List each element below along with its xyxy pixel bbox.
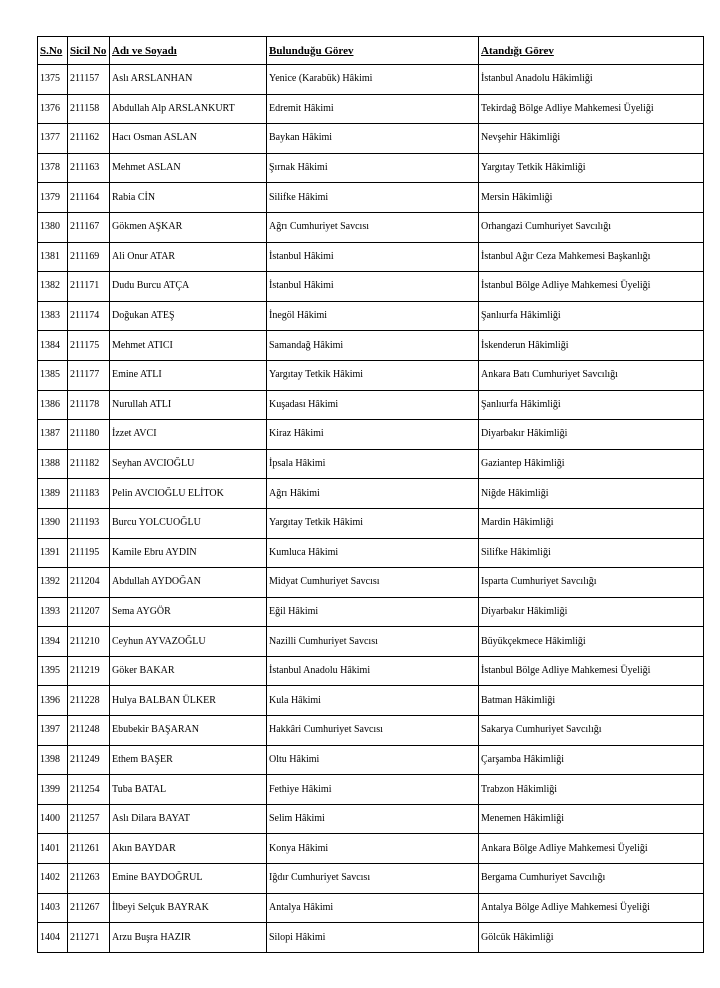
cell-sicil-no: 211182 [68,449,110,479]
cell-sno: 1395 [38,656,68,686]
cell-name: Doğukan ATEŞ [110,301,267,331]
cell-name: Ceyhun AYVAZOĞLU [110,627,267,657]
cell-sicil-no: 211204 [68,568,110,598]
cell-current-post: Şırnak Hâkimi [267,153,479,183]
cell-name: Rabia CİN [110,183,267,213]
cell-current-post: Antalya Hâkimi [267,893,479,923]
table-row [38,272,704,302]
column-header-sicil-no: Sicil No [68,37,110,65]
table-row [38,65,704,95]
cell-sno: 1398 [38,745,68,775]
cell-sno: 1385 [38,360,68,390]
cell-assigned-post: Diyarbakır Hâkimliği [479,597,704,627]
appointment-table [37,36,704,953]
cell-name: İlbeyi Selçuk BAYRAK [110,893,267,923]
cell-current-post: İstanbul Hâkimi [267,242,479,272]
cell-name: Ebubekir BAŞARAN [110,716,267,746]
cell-sno: 1390 [38,508,68,538]
cell-sicil-no: 211178 [68,390,110,420]
cell-sicil-no: 211162 [68,124,110,154]
cell-assigned-post: Ankara Batı Cumhuriyet Savcılığı [479,360,704,390]
cell-assigned-post: Trabzon Hâkimliği [479,775,704,805]
cell-sno: 1391 [38,538,68,568]
cell-name: İzzet AVCI [110,420,267,450]
cell-current-post: Hakkâri Cumhuriyet Savcısı [267,716,479,746]
table-row [38,183,704,213]
cell-assigned-post: İskenderun Hâkimliği [479,331,704,361]
cell-assigned-post: Sakarya Cumhuriyet Savcılığı [479,716,704,746]
cell-sno: 1382 [38,272,68,302]
table-row [38,656,704,686]
cell-assigned-post: Ankara Bölge Adliye Mahkemesi Üyeliği [479,834,704,864]
cell-sicil-no: 211261 [68,834,110,864]
table-row [38,834,704,864]
cell-assigned-post: Gölcük Hâkimliği [479,923,704,953]
cell-assigned-post: İstanbul Bölge Adliye Mahkemesi Üyeliği [479,272,704,302]
cell-sicil-no: 211177 [68,360,110,390]
cell-current-post: Yargıtay Tetkik Hâkimi [267,508,479,538]
table-row [38,804,704,834]
table-row [38,716,704,746]
cell-assigned-post: Çarşamba Hâkimliği [479,745,704,775]
cell-sno: 1403 [38,893,68,923]
cell-assigned-post: Mardin Hâkimliği [479,508,704,538]
cell-sno: 1394 [38,627,68,657]
cell-current-post: Ağrı Cumhuriyet Savcısı [267,212,479,242]
cell-current-post: İstanbul Hâkimi [267,272,479,302]
cell-sicil-no: 211210 [68,627,110,657]
cell-current-post: Ağrı Hâkimi [267,479,479,509]
cell-sno: 1404 [38,923,68,953]
table-row [38,923,704,953]
cell-assigned-post: Niğde Hâkimliği [479,479,704,509]
cell-current-post: İpsala Hâkimi [267,449,479,479]
cell-name: Gökmen AŞKAR [110,212,267,242]
cell-sicil-no: 211180 [68,420,110,450]
cell-assigned-post: Menemen Hâkimliği [479,804,704,834]
cell-name: Dudu Burcu ATÇA [110,272,267,302]
cell-sicil-no: 211158 [68,94,110,124]
cell-assigned-post: İstanbul Bölge Adliye Mahkemesi Üyeliği [479,656,704,686]
table-row [38,153,704,183]
table-body [38,65,704,953]
cell-current-post: Yargıtay Tetkik Hâkimi [267,360,479,390]
cell-name: Pelin AVCIOĞLU ELİTOK [110,479,267,509]
cell-name: Hulya BALBAN ÜLKER [110,686,267,716]
cell-assigned-post: Büyükçekmece Hâkimliği [479,627,704,657]
cell-sicil-no: 211267 [68,893,110,923]
cell-name: Ali Onur ATAR [110,242,267,272]
cell-name: Hacı Osman ASLAN [110,124,267,154]
cell-sno: 1380 [38,212,68,242]
table-row [38,301,704,331]
cell-sno: 1381 [38,242,68,272]
cell-sicil-no: 211174 [68,301,110,331]
table-row [38,449,704,479]
column-header-assigned-post: Atandığı Görev [479,37,704,65]
cell-sicil-no: 211219 [68,656,110,686]
cell-sicil-no: 211164 [68,183,110,213]
cell-name: Tuba BATAL [110,775,267,805]
cell-assigned-post: Şanlıurfa Hâkimliği [479,390,704,420]
cell-sno: 1376 [38,94,68,124]
cell-assigned-post: Isparta Cumhuriyet Savcılığı [479,568,704,598]
cell-sno: 1379 [38,183,68,213]
cell-assigned-post: Silifke Hâkimliği [479,538,704,568]
cell-name: Aslı ARSLANHAN [110,65,267,95]
table-row [38,568,704,598]
cell-assigned-post: Gaziantep Hâkimliği [479,449,704,479]
cell-sno: 1377 [38,124,68,154]
cell-name: Abdullah Alp ARSLANKURT [110,94,267,124]
cell-sno: 1392 [38,568,68,598]
table-row [38,390,704,420]
cell-current-post: Selim Hâkimi [267,804,479,834]
cell-sicil-no: 211193 [68,508,110,538]
cell-name: Abdullah AYDOĞAN [110,568,267,598]
cell-current-post: İstanbul Anadolu Hâkimi [267,656,479,686]
table-row [38,360,704,390]
cell-name: Sema AYGÖR [110,597,267,627]
cell-name: Ethem BAŞER [110,745,267,775]
table-header [38,37,704,65]
cell-sno: 1386 [38,390,68,420]
cell-sno: 1388 [38,449,68,479]
cell-sno: 1396 [38,686,68,716]
cell-sicil-no: 211183 [68,479,110,509]
cell-name: Nurullah ATLI [110,390,267,420]
cell-assigned-post: Nevşehir Hâkimliği [479,124,704,154]
cell-current-post: Silopi Hâkimi [267,923,479,953]
header-row [38,37,704,65]
cell-sicil-no: 211228 [68,686,110,716]
cell-assigned-post: Bergama Cumhuriyet Savcılığı [479,864,704,894]
table-row [38,94,704,124]
cell-sicil-no: 211249 [68,745,110,775]
cell-current-post: Baykan Hâkimi [267,124,479,154]
cell-sno: 1402 [38,864,68,894]
table-row [38,597,704,627]
cell-assigned-post: Yargıtay Tetkik Hâkimliği [479,153,704,183]
table-row [38,479,704,509]
column-header-current-post: Bulunduğu Görev [267,37,479,65]
cell-name: Emine BAYDOĞRUL [110,864,267,894]
table-row [38,627,704,657]
cell-sicil-no: 211207 [68,597,110,627]
table-row [38,775,704,805]
column-header-name: Adı ve Soyadı [110,37,267,65]
cell-current-post: Kumluca Hâkimi [267,538,479,568]
cell-sno: 1397 [38,716,68,746]
cell-name: Göker BAKAR [110,656,267,686]
table-row [38,212,704,242]
cell-sicil-no: 211171 [68,272,110,302]
table-row [38,508,704,538]
cell-sno: 1383 [38,301,68,331]
column-header-sno: S.No [38,37,68,65]
cell-assigned-post: İstanbul Ağır Ceza Mahkemesi Başkanlığı [479,242,704,272]
cell-current-post: Konya Hâkimi [267,834,479,864]
appointment-list-page [37,36,703,953]
cell-sicil-no: 211271 [68,923,110,953]
cell-sno: 1384 [38,331,68,361]
cell-assigned-post: Diyarbakır Hâkimliği [479,420,704,450]
cell-name: Mehmet ATICI [110,331,267,361]
cell-current-post: Yenice (Karabük) Hâkimi [267,65,479,95]
cell-current-post: Kula Hâkimi [267,686,479,716]
cell-current-post: Edremit Hâkimi [267,94,479,124]
cell-current-post: Iğdır Cumhuriyet Savcısı [267,864,479,894]
cell-current-post: Oltu Hâkimi [267,745,479,775]
cell-sicil-no: 211248 [68,716,110,746]
cell-current-post: Kiraz Hâkimi [267,420,479,450]
cell-sicil-no: 211175 [68,331,110,361]
cell-sicil-no: 211195 [68,538,110,568]
table-row [38,864,704,894]
cell-current-post: Nazilli Cumhuriyet Savcısı [267,627,479,657]
cell-current-post: Silifke Hâkimi [267,183,479,213]
cell-name: Mehmet ASLAN [110,153,267,183]
table-row [38,893,704,923]
cell-name: Aslı Dilara BAYAT [110,804,267,834]
table-row [38,686,704,716]
cell-sno: 1387 [38,420,68,450]
cell-sno: 1399 [38,775,68,805]
table-row [38,745,704,775]
cell-sicil-no: 211257 [68,804,110,834]
cell-current-post: İnegöl Hâkimi [267,301,479,331]
cell-name: Arzu Buşra HAZIR [110,923,267,953]
cell-name: Seyhan AVCIOĞLU [110,449,267,479]
cell-current-post: Samandağ Hâkimi [267,331,479,361]
table-row [38,420,704,450]
cell-sno: 1378 [38,153,68,183]
cell-assigned-post: İstanbul Anadolu Hâkimliği [479,65,704,95]
cell-sicil-no: 211157 [68,65,110,95]
cell-assigned-post: Antalya Bölge Adliye Mahkemesi Üyeliği [479,893,704,923]
cell-assigned-post: Şanlıurfa Hâkimliği [479,301,704,331]
cell-sicil-no: 211263 [68,864,110,894]
cell-sno: 1401 [38,834,68,864]
cell-assigned-post: Batman Hâkimliği [479,686,704,716]
cell-assigned-post: Orhangazi Cumhuriyet Savcılığı [479,212,704,242]
cell-current-post: Eğil Hâkimi [267,597,479,627]
cell-sno: 1400 [38,804,68,834]
cell-sicil-no: 211167 [68,212,110,242]
cell-sno: 1389 [38,479,68,509]
cell-assigned-post: Tekirdağ Bölge Adliye Mahkemesi Üyeliği [479,94,704,124]
cell-sno: 1375 [38,65,68,95]
cell-name: Akın BAYDAR [110,834,267,864]
cell-current-post: Fethiye Hâkimi [267,775,479,805]
cell-current-post: Kuşadası Hâkimi [267,390,479,420]
cell-sno: 1393 [38,597,68,627]
cell-current-post: Midyat Cumhuriyet Savcısı [267,568,479,598]
cell-name: Burcu YOLCUOĞLU [110,508,267,538]
cell-name: Emine ATLI [110,360,267,390]
cell-name: Kamile Ebru AYDIN [110,538,267,568]
cell-sicil-no: 211163 [68,153,110,183]
table-row [38,242,704,272]
table-row [38,538,704,568]
cell-assigned-post: Mersin Hâkimliği [479,183,704,213]
table-row [38,124,704,154]
table-row [38,331,704,361]
cell-sicil-no: 211254 [68,775,110,805]
cell-sicil-no: 211169 [68,242,110,272]
